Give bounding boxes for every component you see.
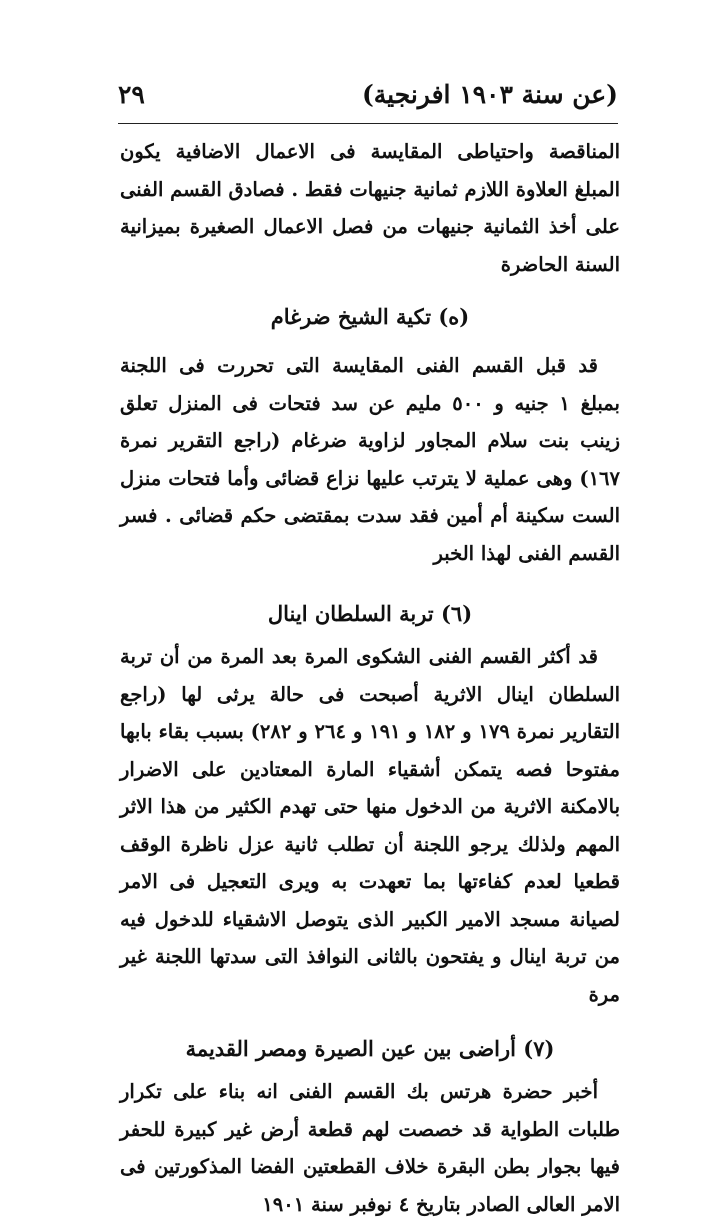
running-head: (عن سنة ١٩٠٣ افرنجية) <box>361 80 618 109</box>
section-paragraph-turbat-inal: قد أكثر القسم الفنى الشكوى المرة بعد المرة من أن تربة السلطان اينال الاثرية أصبحت فى حالة يرثى لها (راجع التقارير نمرة ١٧٩ و ١٨٢ و ١٩١ و ٢٦٤ و ٢٨٢) بسبب بقاء بابها مفتوحا فصه يتمكن أشقياء المارة المعتادين على الاضرار بالامكنة الاثرية من الدخول منها حتى تهدم الكثير من هذا الاثر المهم ولذلك يرجو اللجنة أن تطلب ثانية عزل ناظرة الوقف قطعيا لعدم كفاءتها بما تعهدت به ويرى التعجيل فى الامر لصيانة مسجد الامير الكبير الذى يتوصل الاشقياء للدخول فيه من تربة اينال و يفتحون بالثانى النوافذ التى سدتها اللجنة غير مرة <box>120 645 621 1006</box>
page-number: ٢٩ <box>118 80 145 109</box>
section-heading-turbat-inal: (٦) تربة السلطان اينال <box>267 601 473 626</box>
header-rule <box>118 123 618 124</box>
section-heading-aradi: (٧) أراضى بين عين الصيرة ومصر القديمة <box>185 1036 555 1061</box>
intro-paragraph: المناقصة واحتياطى المقايسة فى الاعمال الاضافية يكون المبلغ العلاوة اللازم ثمانية جنيهات فقط . فصادق القسم الفنى على أخذ الثمانية جنيهات من فصل الاعمال الصغيرة بميزانية السنة الحاضرة <box>120 140 620 276</box>
section-paragraph-aradi: أخبر حضرة هرتس بك القسم الفنى انه بناء على تكرار طلبات الطواية قد خصصت لهم قطعة أرض غير كبيرة للحفر فيها بجوار بطن البقرة خلاف القطعتين الفضا المذكورتين فى الامر العالى الصادر بتاريخ ٤ نوفبر سنة ١٩٠١ <box>120 1080 620 1216</box>
section-paragraph-takiyat-dirgham: قد قبل القسم الفنى المقايسة التى تحررت فى اللجنة بمبلغ ١ جنيه و ٥٠٠ مليم عن سد فتحات فى المنزل تعلق زينب بنت سلام المجاور لزاوية ضرغام (راجع التقرير نمرة ١٦٧) وهى عملية لا يترتب عليها نزاع قضائى وأما فتحات منزل الست سكينة أم أمين فقد سدت بمقتضى حكم قضائى . فسر القسم الفنى لهذا الخبر <box>120 354 620 565</box>
page-body <box>120 133 620 1223</box>
page-header <box>118 78 618 122</box>
section-heading-takiyat-dirgham: (ه) تكية الشيخ ضرغام <box>270 304 470 329</box>
